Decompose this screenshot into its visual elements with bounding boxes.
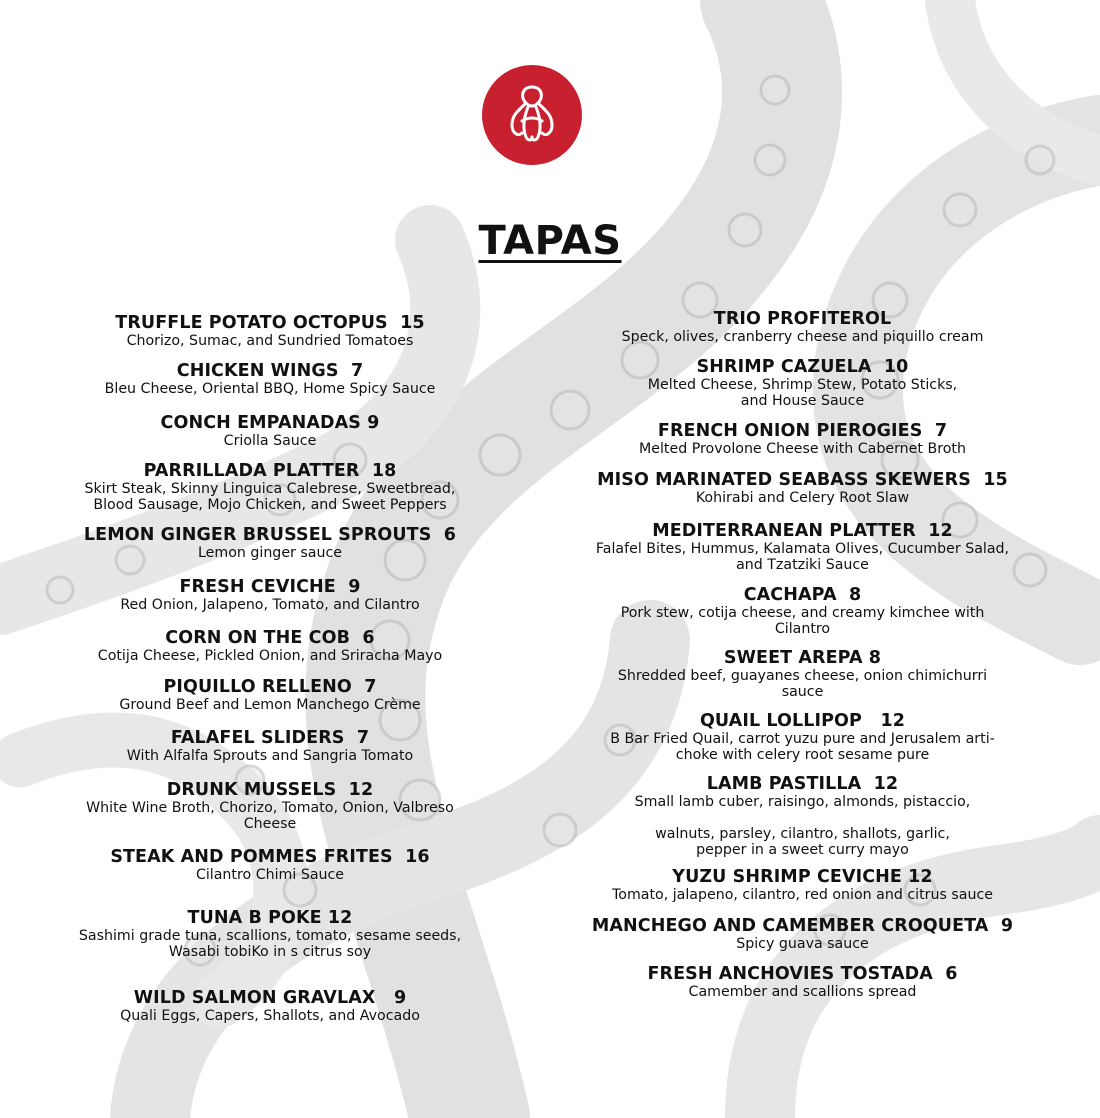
menu-item: [575, 775, 1030, 858]
item-name: FRENCH ONION PIEROGIES 7: [657, 421, 948, 441]
item-name: SHRIMP CAZUELA 10: [696, 357, 909, 377]
item-description: Spicy guava sauce: [736, 936, 869, 952]
menu-item: [40, 848, 500, 883]
item-name: FALAFEL SLIDERS 7: [170, 728, 370, 748]
item-description: Speck, olives, cranberry cheese and piquillo cream: [621, 329, 984, 345]
menu-item: [40, 314, 500, 349]
menu-item: [575, 965, 1030, 1000]
menu-item: [575, 471, 1030, 506]
item-name: PARRILLADA PLATTER 18: [143, 461, 397, 481]
item-description: Bleu Cheese, Oriental BBQ, Home Spicy Sauce: [104, 381, 436, 397]
item-name: TUNA B POKE 12: [187, 908, 353, 928]
item-description: Ground Beef and Lemon Manchego Crème: [119, 697, 421, 713]
menu-item: [40, 729, 500, 764]
menu-item: [575, 712, 1030, 763]
item-description: Melted Cheese, Shrimp Stew, Potato Sticks, and House Sauce: [647, 377, 958, 409]
item-name: SWEET AREPA 8: [723, 648, 882, 668]
menu-item: [575, 586, 1030, 637]
menu-item: [575, 422, 1030, 457]
item-description: Small lamb cuber, raisingo, almonds, pistaccio, walnuts, parsley, cilantro, shallots, garlic, pepper in a sweet curry mayo: [634, 794, 971, 858]
item-description: Cilantro Chimi Sauce: [195, 867, 345, 883]
item-name: FRESH CEVICHE 9: [179, 577, 361, 597]
item-name: LAMB PASTILLA 12: [706, 774, 899, 794]
item-description: Quali Eggs, Capers, Shallots, and Avocado: [120, 1008, 420, 1024]
menu-item: [40, 678, 500, 713]
menu-item: [40, 909, 500, 960]
item-name: CACHAPA 8: [743, 585, 862, 605]
item-description: B Bar Fried Quail, carrot yuzu pure and Jerusalem arti- choke with celery root sesame pure: [610, 731, 995, 763]
menu-item: [40, 989, 500, 1024]
octopus-logo-icon: [482, 65, 582, 165]
item-description: Melted Provolone Cheese with Cabernet Broth: [639, 441, 966, 457]
menu-item: [575, 310, 1030, 345]
item-description: Tomato, jalapeno, cilantro, red onion and citrus sauce: [612, 887, 993, 903]
menu-item: [575, 868, 1030, 903]
item-name: YUZU SHRIMP CEVICHE 12: [672, 867, 933, 887]
item-name: MEDITERRANEAN PLATTER 12: [652, 521, 953, 541]
menu-item: [575, 917, 1030, 952]
menu-item: [575, 649, 1030, 700]
item-description: Shredded beef, guayanes cheese, onion chimichurri sauce: [617, 668, 988, 700]
item-description: Pork stew, cotija cheese, and creamy kimchee with Cilantro: [620, 605, 985, 637]
item-name: CHICKEN WINGS 7: [176, 361, 364, 381]
item-name: TRIO PROFITEROL: [713, 309, 892, 329]
item-name: FRESH ANCHOVIES TOSTADA 6: [647, 964, 958, 984]
item-description: Lemon ginger sauce: [197, 545, 342, 561]
menu-title: TAPAS: [478, 218, 622, 264]
menu-item: [40, 526, 500, 561]
item-description: Chorizo, Sumac, and Sundried Tomatoes: [126, 333, 414, 349]
item-description: Cotija Cheese, Pickled Onion, and Sriracha Mayo: [97, 648, 443, 664]
item-name: TRUFFLE POTATO OCTOPUS 15: [115, 313, 425, 333]
item-name: LEMON GINGER BRUSSEL SPROUTS 6: [83, 525, 457, 545]
item-description: Falafel Bites, Hummus, Kalamata Olives, Cucumber Salad, and Tzatziki Sauce: [595, 541, 1010, 573]
item-description: Red Onion, Jalapeno, Tomato, and Cilantro: [120, 597, 420, 613]
item-description: Criolla Sauce: [223, 433, 317, 449]
item-name: STEAK AND POMMES FRITES 16: [110, 847, 430, 867]
item-name: PIQUILLO RELLENO 7: [163, 677, 377, 697]
menu-item: [40, 578, 500, 613]
item-name: MANCHEGO AND CAMEMBER CROQUETA 9: [591, 916, 1014, 936]
menu-item: [575, 358, 1030, 409]
menu-item: [40, 462, 500, 513]
item-description: Sashimi grade tuna, scallions, tomato, sesame seeds, Wasabi tobiKo in s citrus soy: [78, 928, 462, 960]
menu-item: [40, 414, 500, 449]
item-description: Kohirabi and Celery Root Slaw: [695, 490, 910, 506]
item-description: Camember and scallions spread: [688, 984, 917, 1000]
item-name: QUAIL LOLLIPOP 12: [699, 711, 906, 731]
item-name: CONCH EMPANADAS 9: [160, 413, 380, 433]
menu-item: [40, 781, 500, 832]
item-name: MISO MARINATED SEABASS SKEWERS 15: [597, 470, 1008, 490]
menu-item: [575, 522, 1030, 573]
menu-item: [40, 362, 500, 397]
item-description: White Wine Broth, Chorizo, Tomato, Onion, Valbreso Cheese: [86, 800, 454, 832]
item-description: With Alfalfa Sprouts and Sangria Tomato: [126, 748, 414, 764]
menu-item: [40, 629, 500, 664]
item-name: WILD SALMON GRAVLAX 9: [133, 988, 407, 1008]
item-name: DRUNK MUSSELS 12: [166, 780, 374, 800]
item-description: Skirt Steak, Skinny Linguica Calebrese, Sweetbread, Blood Sausage, Mojo Chicken, and Sweet Peppers: [84, 481, 456, 513]
item-name: CORN ON THE COB 6: [165, 628, 375, 648]
